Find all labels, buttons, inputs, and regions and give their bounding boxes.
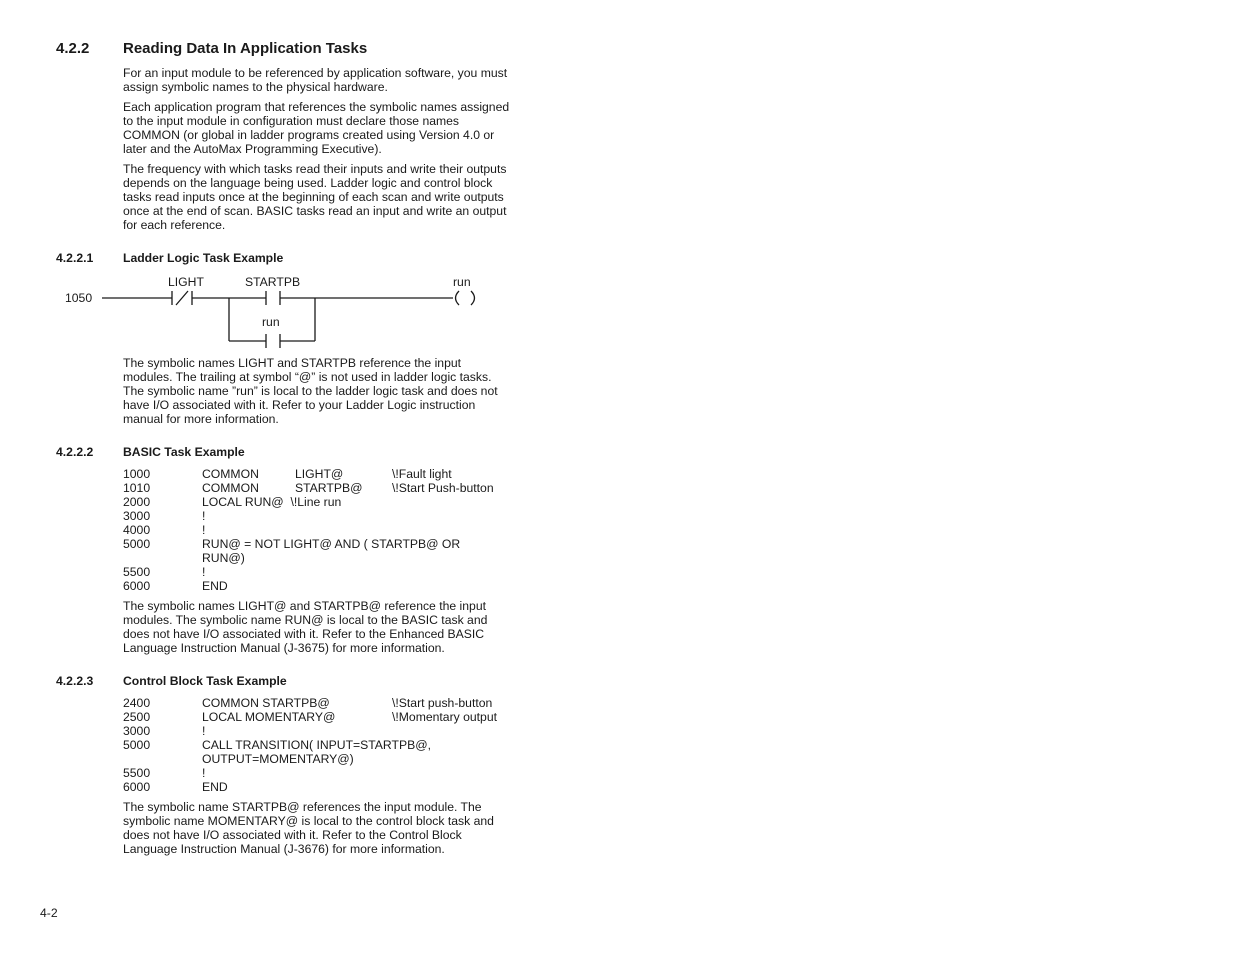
- intro-paragraph: The frequency with which tasks read their inputs and write their outputs depends on the language being used. Ladder logic and control block tasks read inputs once at the beginning of each scan and write outputs once at the end of scan. BASIC tasks read an input and write an output for each reference.: [123, 162, 507, 232]
- statement: LOCAL MOMENTARY@: [202, 710, 336, 724]
- line-number: 3000: [123, 509, 151, 523]
- line-number: 6000: [123, 579, 151, 593]
- contact-nc-symbol: [172, 291, 192, 305]
- code-line: [123, 724, 523, 738]
- statement: COMMON: [202, 467, 259, 481]
- line-number: 5000: [123, 537, 151, 551]
- statement: LOCAL RUN@ \!Line run: [202, 495, 342, 509]
- code-line-continuation: [123, 752, 523, 766]
- branch-contact-label: run: [262, 315, 280, 329]
- statement: !: [202, 724, 206, 738]
- statement: !: [202, 509, 206, 523]
- comment: \!Start push-button: [392, 696, 493, 710]
- code-line-continuation: [123, 551, 523, 565]
- ladder-diagram: [0, 268, 520, 358]
- code-line: [123, 696, 523, 710]
- code-line: [123, 467, 523, 481]
- subsection-title: Ladder Logic Task Example: [123, 251, 284, 265]
- subsection-number: 4.2.2.3: [56, 674, 94, 688]
- basic-code-listing: [123, 467, 523, 593]
- line-number: 2000: [123, 495, 151, 509]
- code-line: [123, 710, 523, 724]
- statement: COMMON STARTPB@: [202, 696, 330, 710]
- argument: STARTPB@: [295, 481, 363, 495]
- comment: \!Momentary output: [392, 710, 497, 724]
- code-line: [123, 565, 523, 579]
- subsection-number: 4.2.2.1: [56, 251, 94, 265]
- coil-symbol-right: [471, 291, 475, 305]
- statement: END: [202, 579, 228, 593]
- line-number: 5000: [123, 738, 151, 752]
- statement-continuation: RUN@): [202, 551, 245, 565]
- subsection-number: 4.2.2.2: [56, 445, 94, 459]
- subsection-title: BASIC Task Example: [123, 445, 245, 459]
- statement: COMMON: [202, 481, 259, 495]
- statement: CALL TRANSITION( INPUT=STARTPB@,: [202, 738, 431, 752]
- section-number: 4.2.2: [56, 40, 90, 57]
- statement: !: [202, 565, 206, 579]
- intro-paragraph: Each application program that references the symbolic names assigned to the input module in configuration must declare those names COMMON (or global in ladder programs created using Version 4.0 or later and the AutoMax Programming Executive).: [123, 100, 510, 156]
- code-line: [123, 780, 523, 794]
- line-number: 4000: [123, 523, 151, 537]
- line-number: 5500: [123, 565, 151, 579]
- line-number: 2500: [123, 710, 151, 724]
- comment: \!Start Push-button: [392, 481, 494, 495]
- code-line: [123, 495, 523, 509]
- section-title: Reading Data In Application Tasks: [123, 40, 368, 57]
- code-line: [123, 766, 523, 780]
- page-number: 4-2: [40, 906, 58, 920]
- coil-label: run: [453, 275, 471, 289]
- subsection-title: Control Block Task Example: [123, 674, 287, 688]
- line-number: 5500: [123, 766, 151, 780]
- line-number: 2400: [123, 696, 151, 710]
- statement: !: [202, 766, 206, 780]
- code-line: [123, 481, 523, 495]
- line-number: 1010: [123, 481, 151, 495]
- comment: \!Fault light: [392, 467, 452, 481]
- line-number: 3000: [123, 724, 151, 738]
- code-line: [123, 579, 523, 593]
- code-line: [123, 523, 523, 537]
- code-line: [123, 738, 523, 752]
- statement: RUN@ = NOT LIGHT@ AND ( STARTPB@ OR: [202, 537, 461, 551]
- coil-symbol-left: [456, 291, 460, 305]
- line-number: 6000: [123, 780, 151, 794]
- code-line: [123, 537, 523, 551]
- statement: END: [202, 780, 228, 794]
- line-number: 1000: [123, 467, 151, 481]
- contact-no-label: STARTPB: [245, 275, 301, 289]
- statement-continuation: OUTPUT=MOMENTARY@): [202, 752, 354, 766]
- contact-nc-label: LIGHT: [168, 275, 204, 289]
- intro-paragraph: For an input module to be referenced by application software, you must assign symbolic names to the physical hardware.: [123, 66, 508, 94]
- contact-no-symbol: [266, 291, 280, 305]
- control-block-code-listing: [123, 696, 523, 794]
- control-block-description: The symbolic name STARTPB@ references the input module. The symbolic name MOMENTARY@ is local to the control block task and does not have I/O associated with it. Refer to the Control Block Language Instruction Manual (J-3676) for more information.: [123, 800, 494, 856]
- argument: LIGHT@: [295, 467, 344, 481]
- rung-number: 1050: [65, 291, 93, 305]
- statement: !: [202, 523, 206, 537]
- code-line: [123, 509, 523, 523]
- ladder-description: The symbolic names LIGHT and STARTPB reference the input modules. The trailing at symbol “@” is not used in ladder logic tasks. The symbolic name ”run” is local to the ladder logic task and does not have I/O associated with it. Refer to your Ladder Logic instruction manual for more information.: [123, 356, 498, 426]
- basic-description: The symbolic names LIGHT@ and STARTPB@ reference the input modules. The symbolic name RUN@ is local to the BASIC task and does not have I/O associated with it. Refer to the Enhanced BASIC Language Instruction Manual (J-3675) for more information.: [123, 599, 488, 655]
